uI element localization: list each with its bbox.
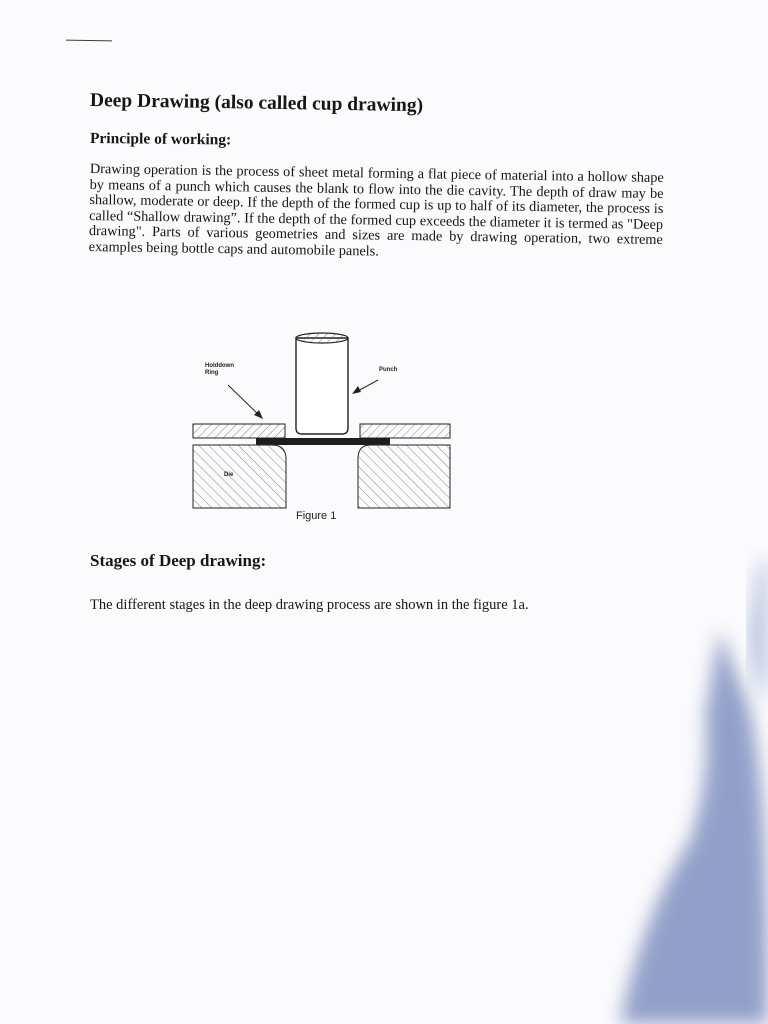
die-left — [193, 445, 286, 508]
punch-shape — [296, 333, 348, 434]
holddown-ring-right — [360, 424, 450, 438]
die-right — [358, 445, 450, 508]
punch-label: Punch — [379, 367, 398, 373]
punch-arrow — [352, 380, 378, 394]
document-title: Deep Drawing (also called cup drawing) — [89, 90, 424, 117]
deep-drawing-diagram — [180, 328, 470, 528]
sheet-blank — [256, 438, 390, 445]
holddown-arrow — [228, 385, 263, 419]
figure-caption: Figure 1 — [296, 510, 337, 522]
die-label: Die — [224, 472, 234, 478]
scan-shadow — [600, 540, 768, 1024]
holddown-ring-left — [193, 424, 285, 438]
holddown-label-line1: Holddown — [205, 363, 234, 369]
corner-pen-mark — [66, 40, 112, 42]
stages-heading: Stages of Deep drawing: — [90, 551, 267, 570]
holddown-ring-label — [205, 363, 234, 377]
stages-paragraph: The different stages in the deep drawing process are shown in the figure 1a. — [90, 597, 529, 613]
principle-paragraph: Drawing operation is the process of sheet metal forming a flat piece of material into a hollow shape by means of a punch which causes the blank to flow into the die cavity. The depth of draw may be shallow, moderate or deep. If the depth of the formed cup is up to half of its diameter, the process is called “Shallow drawing”. If the depth of the formed cup exceeds the diameter it is termed as "Deep drawing". Parts of various geometries and sizes are made by drawing operation, two extreme examples being bottle caps and automobile panels. — [88, 161, 664, 260]
deep-drawing-figure — [180, 328, 470, 528]
holddown-label-line2: Ring — [205, 370, 219, 376]
section-subheading: Principle of working: — [89, 130, 232, 149]
